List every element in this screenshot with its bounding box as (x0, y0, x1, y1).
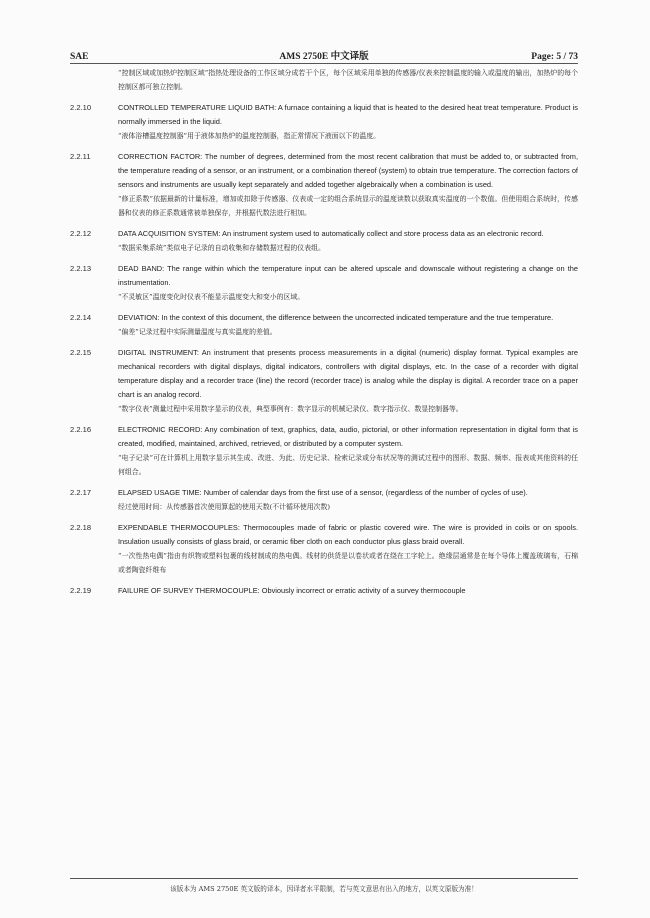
definition-chinese: “电子记录”可在计算机上用数字显示其生成、改进、为此、历史记录、检索记录或分布状况等的测试过程中的图形、数据、频率、报表或其他资料的任何组合。 (118, 454, 578, 476)
header-document-title: AMS 2750E 中文译版 (279, 52, 369, 62)
definition-english: DEVIATION: In the context of this document, the difference between the uncorrected indicated temperature and the true temperature. (118, 313, 554, 322)
definition-english: DEAD BAND: The range within which the temperature input can be altered upscale and downscale without registering a change on the instrumentation. (118, 264, 578, 287)
section-number: 2.2.17 (70, 488, 92, 497)
definition-english: CORRECTION FACTOR: The number of degrees, determined from the most recent calibration that must be added to, or subtracted from, the temperature reading of a sensor, or an instrument, or a combination thereof (system) to obtain true temperature. The correction factors of sensors and instruments are usually kept separately and added together algebraically when a combination is used. (118, 152, 578, 189)
definition-content (118, 262, 578, 304)
definition-chinese: “液体浴槽温度控制器”用于液体加热炉的温度控制器，指正常情况下液面以下的温度。 (118, 132, 380, 140)
footer-rule (70, 878, 578, 879)
definition-content (118, 150, 578, 220)
definition-english: EXPENDABLE THERMOCOUPLES: Thermocouples made of fabric or plastic covered wire. The wire is provided in coils or on spools. Insulation usually consists of glass braid, or ceramic fiber cloth on each conductor plus glass braid overall. (118, 523, 578, 546)
definition-chinese: “修正系数”依据最新的计量标准，增加或扣除于传感器、仪表或一定的组合系统显示的温度读数以获取真实温度的一个数值。但使用组合系统时，传感器和仪表的修正系数通常被单独保存，并根据代数法进行相加。 (118, 195, 578, 217)
definition-english: FAILURE OF SURVEY THERMOCOUPLE: Obviously incorrect or erratic activity of a survey thermocouple (118, 586, 466, 595)
definition-item (70, 486, 578, 514)
definition-content (118, 311, 578, 339)
definition-chinese: “数据采集系统”类似电子记录的自动收集和存储数据过程的仪表组。 (118, 244, 325, 252)
definition-item (70, 227, 578, 255)
definition-item (70, 311, 578, 339)
definition-item (70, 423, 578, 479)
definition-item (70, 584, 578, 598)
page-header (70, 46, 578, 62)
definition-content (118, 423, 578, 479)
definition-content (118, 584, 578, 598)
section-number: 2.2.15 (70, 348, 92, 357)
section-number: 2.2.18 (70, 523, 92, 532)
definition-item (70, 101, 578, 143)
definition-content (118, 521, 578, 577)
definition-item (70, 521, 578, 577)
definition-item (70, 346, 578, 416)
section-number: 2.2.19 (70, 586, 92, 595)
definition-chinese: “不灵敏区”温度变化时仪表不能显示温度变大和变小的区域。 (118, 293, 305, 301)
definition-content (118, 346, 578, 416)
continued-translation-paragraph: “控制区域或加热炉控制区域”指热处理设备的工作区域分成若干个区，每个区域采用单独的传感器/仪表来控制温度的输入或温度的输出，加热炉的每个控制区都可独立控制。 (118, 69, 578, 91)
definition-english: ELECTRONIC RECORD: Any combination of text, graphics, data, audio, pictorial, or other information representation in digital form that is created, modified, maintained, archived, retrieved, or distributed by a computer system. (118, 425, 578, 448)
definition-chinese: “一次性热电偶”指由有织物或塑料包裹的线材制成的热电偶。线材的供货是以卷状或者在绕在工字轮上。绝缘层通常是在每个导体上覆盖玻璃布，石棉或者陶瓷纤维布 (118, 552, 578, 574)
page-footer-note: 该版本为 AMS 2750E 英文版的译本，因译者水平限制，若与英文意思有出入的地方，以英文原版为准！ (170, 885, 478, 893)
section-number: 2.2.12 (70, 229, 92, 238)
definition-chinese: “偏差”记录过程中实际测量温度与真实温度的差值。 (118, 328, 277, 336)
definition-english: CONTROLLED TEMPERATURE LIQUID BATH: A furnace containing a liquid that is heated to the desired heat treat temperature. Product is normally immersed in the liquid. (118, 103, 578, 126)
section-number: 2.2.10 (70, 103, 92, 112)
header-rule (70, 63, 578, 64)
section-number: 2.2.16 (70, 425, 92, 434)
definition-content (118, 101, 578, 143)
definition-content (118, 486, 578, 514)
definition-chinese: 经过使用时间：从传感器首次使用算起的使用天数(不计循环使用次数) (118, 503, 331, 511)
definition-english: DIGITAL INSTRUMENT: An instrument that presents process measurements in a digital (numeric) display format. Typical examples are mechanical recorders with digital displays, digital indicators, controllers with digital displays, etc. In the case of a recorder with digital temperature display and a recorder trace (line) the record (recorder trace) is analog while the display is digital. A recorder trace on a paper chart is an analog record. (118, 348, 578, 399)
definition-content (118, 227, 578, 255)
header-page-number: Page: 5 / 73 (531, 52, 578, 62)
definition-english: ELAPSED USAGE TIME: Number of calendar days from the first use of a sensor, (regardless of the number of cycles of use). (118, 488, 528, 497)
definition-item (70, 262, 578, 304)
section-number: 2.2.13 (70, 264, 92, 273)
definition-item (70, 150, 578, 220)
section-number: 2.2.14 (70, 313, 92, 322)
section-number: 2.2.11 (70, 152, 91, 161)
document-body (70, 66, 578, 598)
header-publisher: SAE (70, 52, 89, 62)
definition-english: DATA ACQUISITION SYSTEM: An instrument system used to automatically collect and store process data as an electronic record. (118, 229, 544, 238)
definition-chinese: “数字仪表”测量过程中采用数字显示的仪表，典型事例有：数字显示的机械记录仪、数字指示仪、数显控制器等。 (118, 405, 463, 413)
